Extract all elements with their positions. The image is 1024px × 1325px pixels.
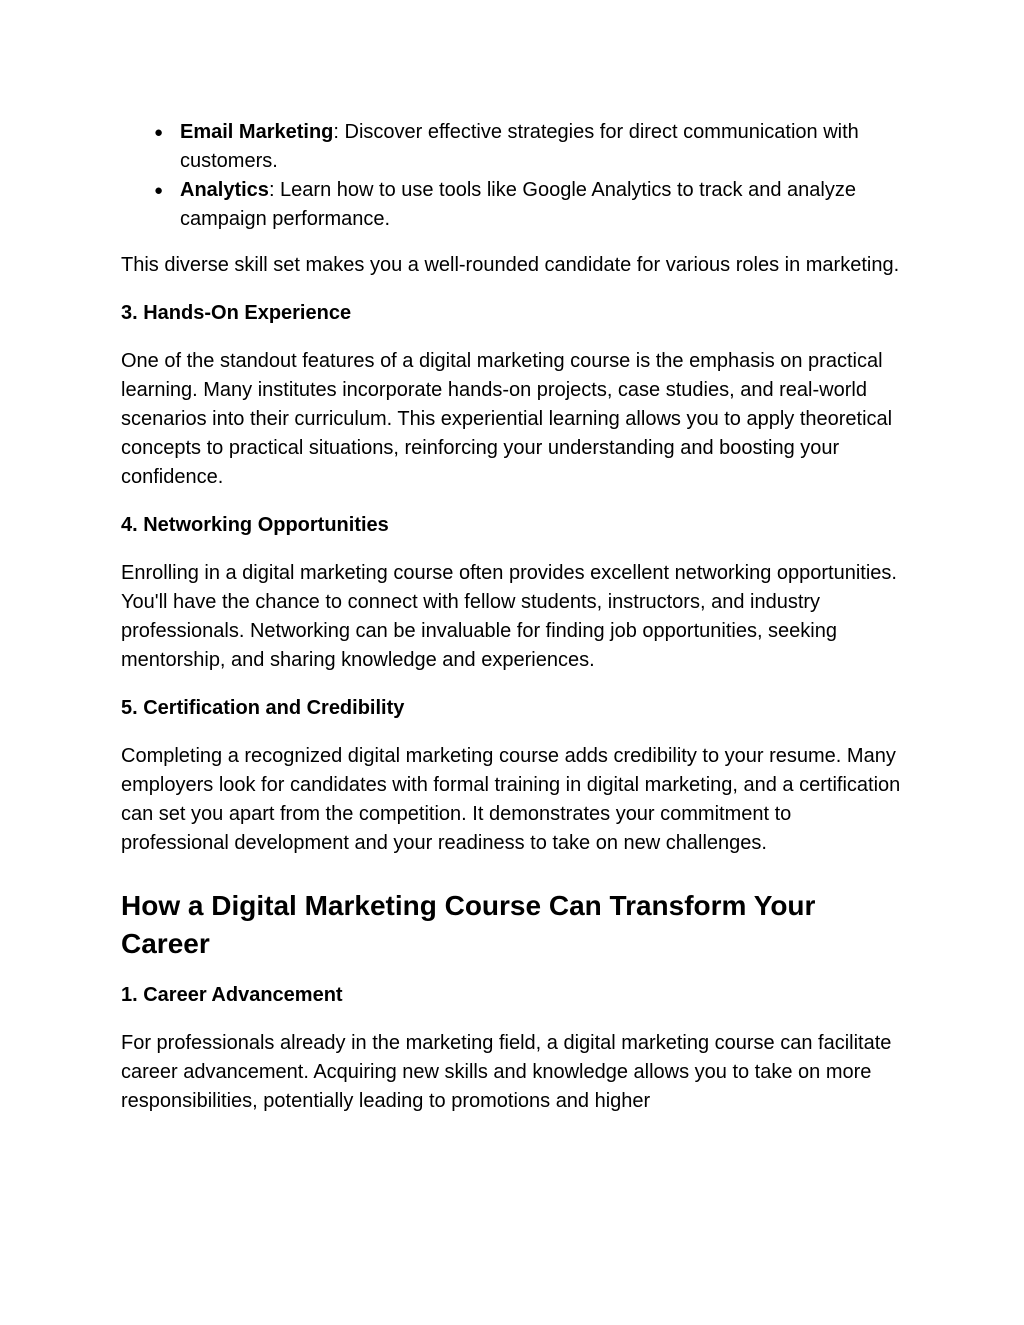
section-body-networking: Enrolling in a digital marketing course often provides excellent networking opportunities. You'll have the chance to connect with fellow students, instructors, and industry professionals. Networking can be invaluable for finding job opportunities, seeking mentorship, and sharing knowledge and experiences. (121, 562, 897, 671)
bullet-text: : Discover effective strategies for direct communication with customers. (180, 121, 859, 172)
section-heading-certification: 5. Certification and Credibility (121, 697, 405, 719)
bullet-text: : Learn how to use tools like Google Analytics to track and analyze campaign performance. (180, 179, 856, 230)
document-page (121, 118, 901, 1135)
section-body-certification: Completing a recognized digital marketing course adds credibility to your resume. Many employers look for candidates with formal training in digital marketing, and a certification can set you apart from the competition. It demonstrates your commitment to professional development and your readiness to take on new challenges. (121, 745, 901, 854)
skills-bullet-list (121, 118, 901, 234)
bullet-term: Analytics (180, 179, 269, 201)
list-item-analytics (121, 176, 901, 234)
section-body-career-advancement: For professionals already in the marketing field, a digital marketing course can facilitate career advancement. Acquiring new skills and knowledge allows you to take on more responsibilities, potentially leading to promotions and higher (121, 1032, 892, 1112)
section-heading-hands-on: 3. Hands-On Experience (121, 302, 352, 324)
section-heading-networking: 4. Networking Opportunities (121, 514, 389, 536)
section-body-hands-on: One of the standout features of a digital marketing course is the emphasis on practical learning. Many institutes incorporate hands-on projects, case studies, and real-world scenarios into their curriculum. This experiential learning allows you to apply theoretical concepts to practical situations, reinforcing your understanding and boosting your confidence. (121, 350, 893, 488)
bullet-term: Email Marketing (180, 121, 334, 143)
bullet-icon: ● (154, 124, 164, 141)
summary-paragraph: This diverse skill set makes you a well-rounded candidate for various roles in marketing. (121, 254, 900, 276)
bullet-icon: ● (154, 182, 164, 199)
section-heading-career-advancement: 1. Career Advancement (121, 984, 343, 1006)
list-item-email-marketing (121, 118, 901, 176)
transform-heading: How a Digital Marketing Course Can Transform Your Career (121, 890, 816, 959)
